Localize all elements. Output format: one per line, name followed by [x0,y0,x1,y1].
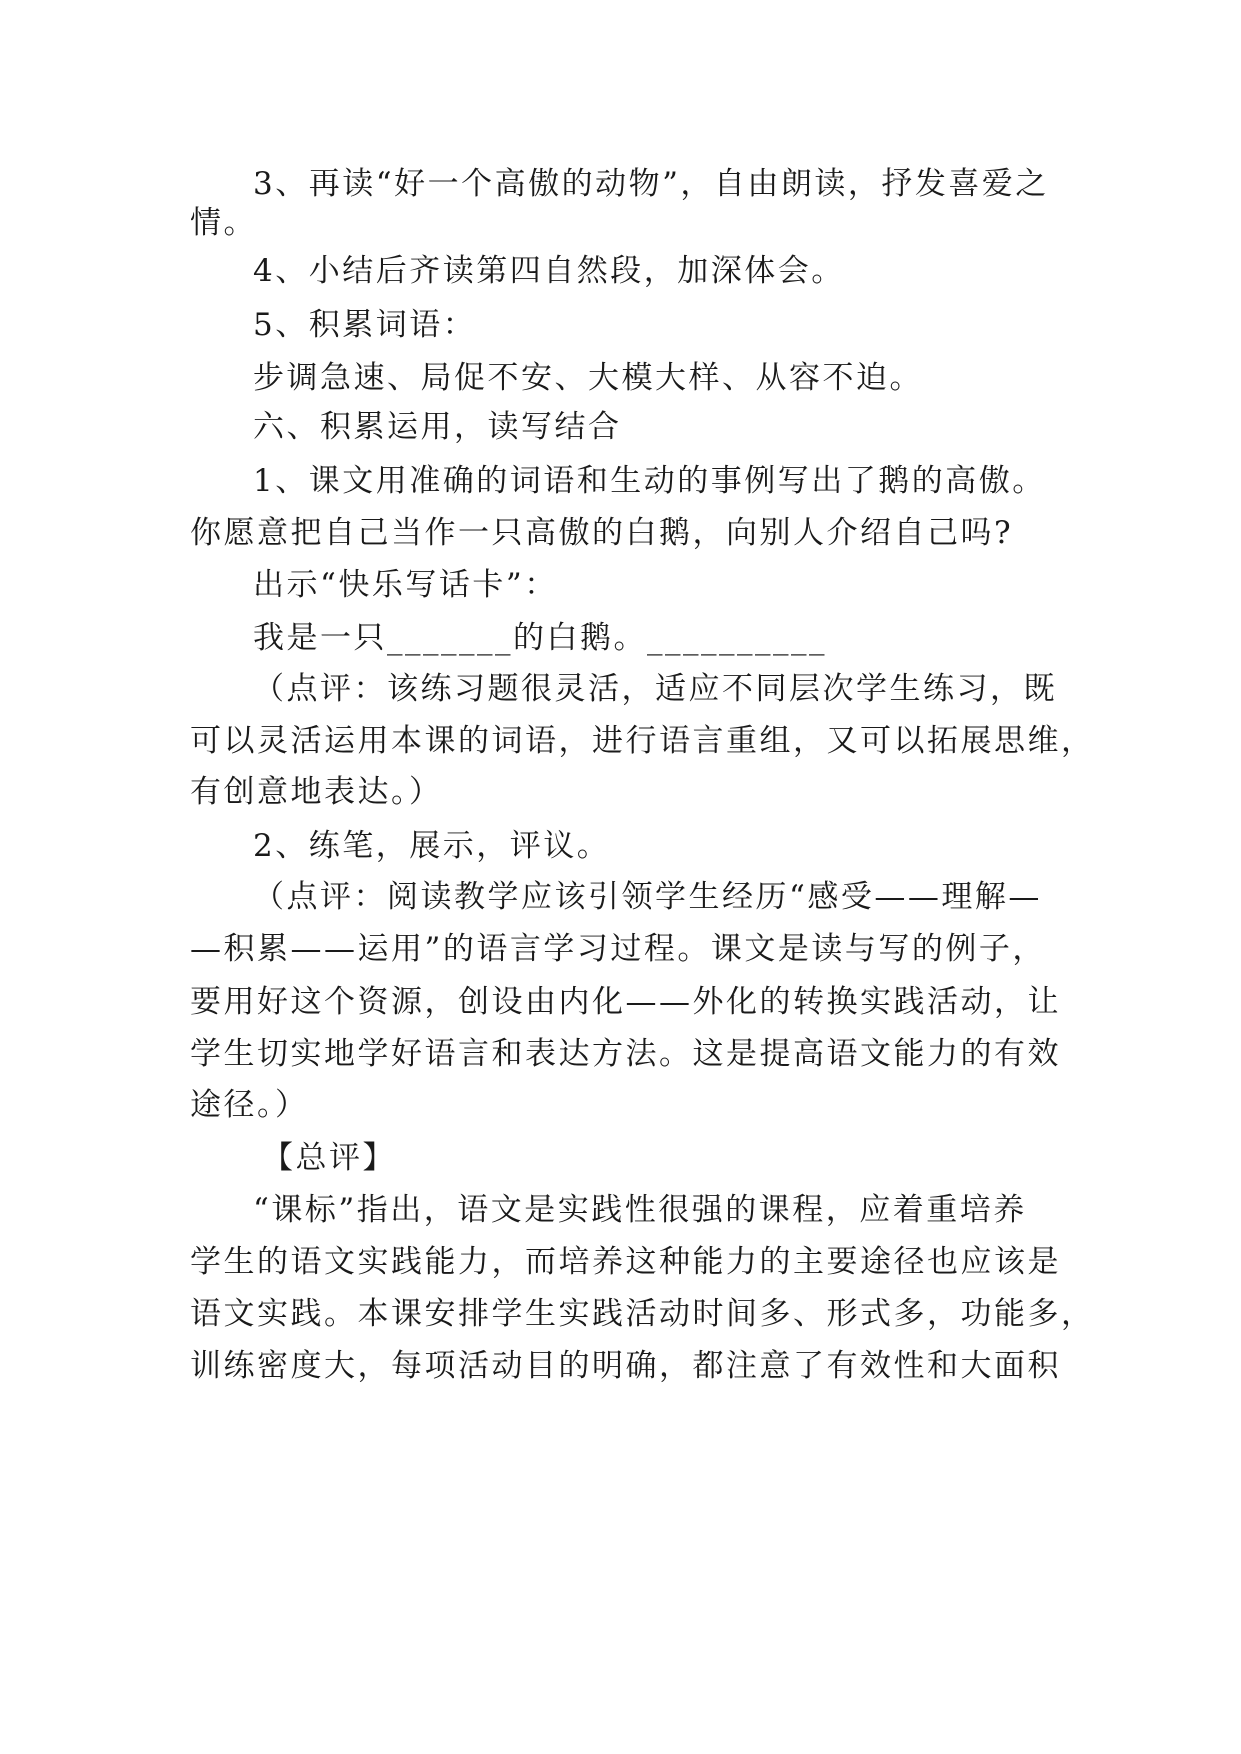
comment-line: （点评：该练习题很灵活，适应不同层次学生练习，既 [253,671,1057,707]
paragraph-line: 1、课文用准确的词语和生动的事例写出了鹅的高傲。 [253,463,1046,499]
comment-line: 有创意地表达。） [190,774,443,810]
paragraph-line: 4、小结后齐读第四自然段，加深体会。 [253,253,845,289]
section-heading: 六、积累运用，读写结合 [253,409,622,445]
comment-line: （点评：阅读教学应该引领学生经历“感受——理解— [253,879,1042,915]
summary-heading: 【总评】 [262,1140,396,1176]
fill-in-line: 我是一只_______的白鹅。__________ [253,620,827,656]
paragraph-line: 5、积累词语： [253,307,477,343]
summary-line: “课标”指出，语文是实践性很强的课程，应着重培养 [253,1192,1027,1228]
paragraph-line: 情。 [190,205,257,241]
paragraph-line: 3、再读“好一个高傲的动物”，自由朗读，抒发喜爱之 [253,166,1049,202]
comment-line: 途径。） [190,1087,309,1123]
comment-line: 要用好这个资源，创设由内化——外化的转换实践活动，让 [190,984,1061,1020]
paragraph-line: 出示“快乐写话卡”： [253,567,558,603]
summary-line: 语文实践。本课安排学生实践活动时间多、形式多，功能多， [190,1296,1095,1332]
paragraph-line: 步调急速、局促不安、大模大样、从容不迫。 [253,360,923,396]
comment-line: —积累——运用”的语言学习过程。课文是读与写的例子， [190,931,1046,967]
summary-line: 学生的语文实践能力，而培养这种能力的主要途径也应该是 [190,1244,1061,1280]
comment-line: 可以灵活运用本课的词语，进行语言重组，又可以拓展思维， [190,723,1095,759]
paragraph-line: 你愿意把自己当作一只高傲的白鹅，向别人介绍自己吗? [190,515,1014,551]
summary-line: 训练密度大，每项活动目的明确，都注意了有效性和大面积 [190,1348,1061,1384]
paragraph-line: 2、练笔，展示，评议。 [253,828,611,864]
comment-line: 学生切实地学好语言和表达方法。这是提高语文能力的有效 [190,1036,1061,1072]
